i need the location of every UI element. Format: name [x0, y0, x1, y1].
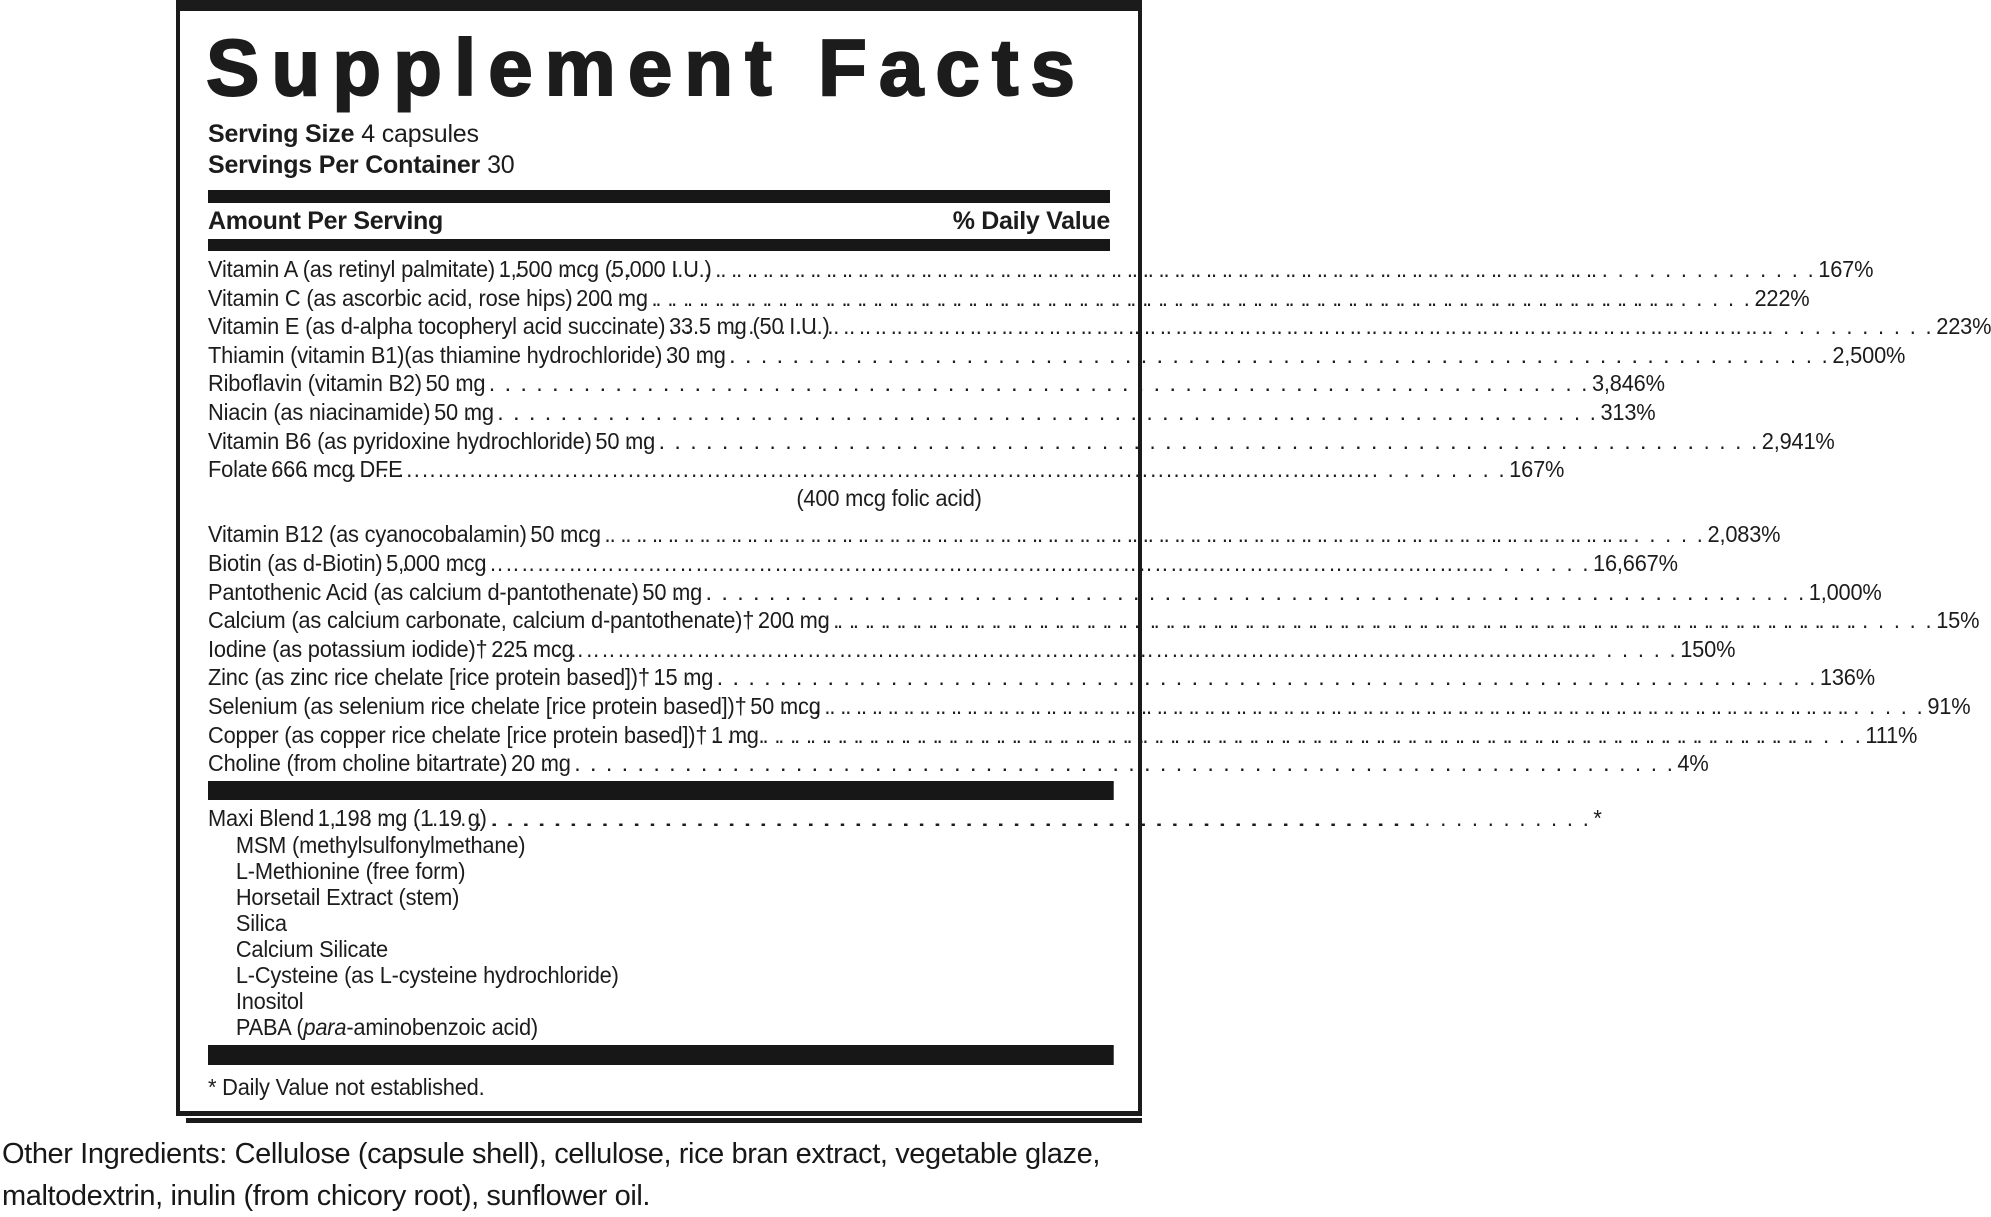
blend-item-italic-part: para	[303, 1014, 347, 1041]
blend-row	[208, 804, 1602, 833]
dot-leader	[712, 255, 1816, 284]
nutrient-amount: 1,500 mcg (5,000 I.U.)	[498, 256, 712, 282]
nutrient-amount: 30 mg	[665, 341, 726, 368]
nutrient-amount: 5,000 mcg	[386, 549, 487, 576]
nutrient-values	[595, 427, 1834, 456]
nutrient-values	[758, 606, 1979, 635]
nutrient-daily-value: 150%	[1680, 635, 1736, 662]
other-ingredients-text: Other Ingredients: Cellulose (capsule shell), cellulose, rice bran extract, vegetable glaze, maltodextrin, inulin (from chicory root), sunflower oil.	[2, 1138, 1101, 1213]
nutrient-amount: 50 mg	[434, 398, 494, 425]
nutrient-rows	[208, 255, 1991, 778]
nutrient-values	[434, 398, 1655, 427]
dot-leader	[403, 455, 1507, 484]
blend-items	[208, 832, 1114, 1040]
nutrient-daily-value: 91%	[1927, 692, 1971, 719]
blend-item: L-Methionine (free form)	[235, 858, 466, 885]
dot-leader	[571, 749, 1675, 778]
nutrient-amount: 20 mg	[511, 750, 571, 777]
dot-leader	[821, 692, 1925, 721]
dot-leader	[487, 804, 1591, 833]
divider-bar-blend-top	[208, 781, 1114, 800]
nutrient-name: Vitamin B6 (as pyridoxine hydrochloride)	[208, 427, 592, 454]
nutrient-name: Iodine (as potassium iodide)†	[208, 635, 488, 662]
nutrient-row	[208, 692, 1971, 721]
nutrient-daily-value: 223%	[1936, 313, 1991, 340]
nutrient-values	[426, 369, 1665, 398]
column-header-row	[208, 203, 1110, 239]
dot-leader	[726, 341, 1830, 370]
nutrient-name: Zinc (as zinc rice chelate [rice protein based])†	[208, 664, 650, 691]
nutrient-name: Pantothenic Acid (as calcium d-pantothenate)	[208, 578, 639, 605]
dot-leader	[485, 369, 1589, 398]
nutrient-values	[669, 312, 1991, 341]
nutrient-amount: 50 mcg	[530, 521, 601, 548]
nutrient-amount: 50 mg	[595, 427, 656, 454]
nutrient-row	[208, 663, 1875, 692]
blend-item: MSM (methylsulfonylmethane)	[235, 832, 526, 859]
nutrient-amount: 666 mcg DFE	[271, 456, 403, 483]
panel-title: Supplement Facts	[206, 23, 1088, 112]
nutrient-row	[208, 312, 1991, 341]
dot-leader	[486, 549, 1590, 578]
nutrient-daily-value: 2,941%	[1761, 427, 1835, 454]
nutrient-values	[576, 284, 1809, 313]
dot-leader	[574, 635, 1678, 664]
blend-values	[318, 804, 1602, 833]
blend-item-text-part: PABA (	[235, 1014, 304, 1041]
nutrient-row	[208, 606, 1980, 635]
blend-item: Horsetail Extract (stem)	[235, 884, 460, 911]
nutrient-values	[666, 341, 1905, 370]
nutrient-row	[208, 749, 1709, 778]
nutrient-row	[208, 721, 1918, 750]
divider-bar-header	[208, 239, 1110, 251]
nutrient-daily-value: 2,083%	[1707, 521, 1781, 548]
nutrient-amount: 50 mg	[425, 370, 486, 397]
nutrient-daily-value: 111%	[1865, 721, 1918, 748]
nutrient-daily-value: 2,500%	[1832, 341, 1906, 368]
spacer	[208, 484, 796, 513]
nutrient-amount: 15 mg	[653, 664, 714, 691]
nutrient-name: Selenium (as selenium rice chelate [rice protein based])†	[208, 692, 747, 719]
nutrient-note-row	[208, 484, 1114, 513]
nutrient-values	[711, 721, 1917, 750]
nutrient-amount: 50 mcg	[750, 692, 821, 719]
nutrient-row	[208, 549, 1678, 578]
nutrient-row	[208, 578, 1882, 607]
nutrient-daily-value: 16,667%	[1593, 549, 1678, 576]
nutrient-name: Biotin (as d-Biotin)	[208, 549, 383, 576]
nutrient-values	[271, 455, 1564, 484]
nutrient-amount: 200 mg	[757, 607, 830, 634]
dot-leader	[702, 578, 1806, 607]
nutrient-name: Vitamin A (as retinyl palmitate)	[208, 256, 495, 282]
nutrient-row	[208, 520, 1781, 549]
nutrient-daily-value: 167%	[1509, 456, 1565, 483]
blend-amount: 1,198 mg (1.19 g)	[317, 804, 487, 831]
nutrient-row	[208, 455, 1565, 484]
nutrient-name: Choline (from choline bitartrate)	[208, 750, 508, 777]
serving-size-label: Serving Size	[208, 120, 355, 148]
nutrient-row	[208, 284, 1810, 313]
nutrient-values	[511, 749, 1709, 778]
dot-leader	[759, 721, 1863, 750]
nutrient-daily-value: 136%	[1819, 664, 1875, 691]
dot-leader	[494, 398, 1598, 427]
nutrient-name: Thiamin (vitamin B1)(as thiamine hydrochloride)	[208, 341, 663, 368]
dot-leader	[713, 663, 1817, 692]
dot-leader	[655, 427, 1759, 456]
nutrient-row	[208, 255, 1874, 284]
nutrient-row	[208, 427, 1835, 456]
nutrient-values	[750, 692, 1970, 721]
nutrient-note: (400 mcg folic acid)	[796, 484, 982, 511]
nutrient-name: Riboflavin (vitamin B2)	[208, 370, 422, 397]
nutrient-row	[208, 341, 1906, 370]
dot-leader	[648, 284, 1752, 313]
panel-bottom-shadow	[186, 1118, 1142, 1123]
nutrient-amount: 33.5 mg (50 I.U.)	[669, 313, 830, 340]
nutrient-amount: 225 mcg	[491, 635, 574, 662]
blend-item: Inositol	[235, 988, 304, 1015]
nutrient-name: Niacin (as niacinamide)	[208, 398, 431, 425]
daily-value-header: % Daily Value	[952, 207, 1110, 235]
divider-bar-top	[208, 190, 1110, 203]
nutrient-values	[654, 663, 1875, 692]
nutrient-daily-value: 167%	[1818, 256, 1874, 282]
blend-name: Maxi Blend	[208, 804, 315, 831]
blend-item: Calcium Silicate	[235, 936, 389, 963]
blend-item	[236, 1014, 1114, 1040]
nutrient-name: Vitamin C (as ascorbic acid, rose hips)	[208, 284, 573, 311]
nutrient-daily-value: 15%	[1936, 607, 1980, 634]
servings-per-container-value: 30	[487, 151, 515, 179]
nutrient-row	[208, 369, 1665, 398]
facts-body	[208, 255, 1991, 1101]
serving-size-line	[208, 119, 1110, 150]
nutrient-daily-value: 3,846%	[1591, 370, 1665, 397]
amount-per-serving-header: Amount Per Serving	[208, 207, 443, 235]
divider-bar-blend-bottom	[208, 1045, 1114, 1065]
serving-size-value: 4 capsules	[361, 120, 479, 148]
nutrient-values	[530, 520, 1780, 549]
dot-leader	[601, 520, 1705, 549]
serving-info	[208, 119, 1110, 181]
blend-item-text-part: -aminobenzoic acid)	[346, 1014, 538, 1041]
blend-item: Silica	[235, 910, 287, 937]
dot-leader	[830, 312, 1934, 341]
nutrient-amount: 50 mg	[642, 578, 703, 605]
servings-per-container-line	[208, 150, 1110, 181]
blend-item: L-Cysteine (as L-cysteine hydrochloride)	[235, 962, 619, 989]
servings-per-container-label: Servings Per Container	[208, 151, 481, 179]
nutrient-values	[499, 255, 1874, 284]
dot-leader	[830, 606, 1934, 635]
nutrient-values	[491, 635, 1735, 664]
blend-daily-value: *	[1593, 804, 1602, 831]
nutrient-daily-value: 222%	[1754, 284, 1810, 311]
nutrient-name: Vitamin B12 (as cyanocobalamin)	[208, 521, 527, 548]
nutrient-amount: 200 mg	[576, 284, 648, 311]
nutrient-daily-value: 4%	[1677, 750, 1709, 777]
nutrient-row	[208, 635, 1736, 664]
nutrient-amount: 1 mg	[711, 721, 759, 748]
daily-value-footnote: * Daily Value not established.	[208, 1074, 485, 1101]
nutrient-name: Vitamin E (as d-alpha tocopheryl acid succinate)	[208, 313, 666, 340]
nutrient-name: Copper (as copper rice chelate [rice protein based])†	[208, 721, 708, 748]
nutrient-values	[386, 549, 1678, 578]
nutrient-name: Folate	[208, 456, 268, 483]
nutrient-name: Calcium (as calcium carbonate, calcium d-pantothenate)†	[208, 607, 755, 634]
nutrient-daily-value: 1,000%	[1808, 578, 1882, 605]
nutrient-daily-value: 313%	[1600, 398, 1656, 425]
supplement-facts-panel	[176, 0, 1991, 1116]
nutrient-values	[642, 578, 1881, 607]
nutrient-row	[208, 398, 1656, 427]
